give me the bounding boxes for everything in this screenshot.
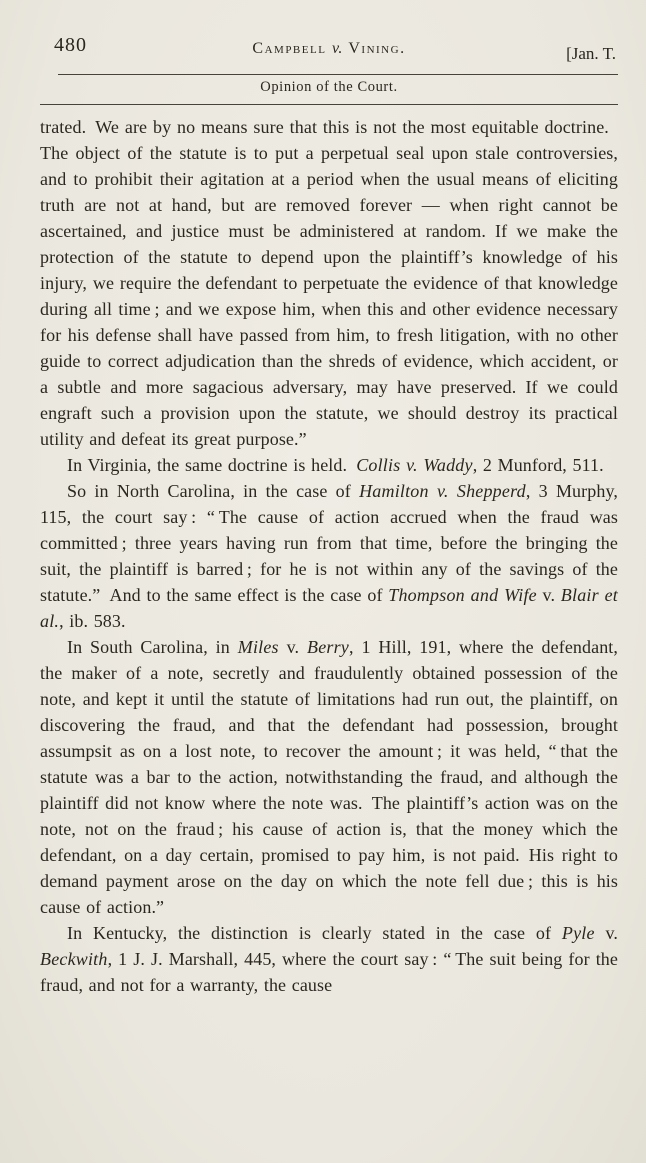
- case-plaintiff: Campbell: [252, 40, 327, 57]
- opinion-heading: Opinion of the Court.: [260, 79, 398, 95]
- case-citation: Berry: [307, 637, 349, 657]
- case-citation: Beckwith: [40, 949, 108, 969]
- text-run: , 2 Munford, 511.: [472, 455, 604, 475]
- opinion-body: [40, 114, 618, 998]
- case-citation: Miles: [237, 637, 279, 657]
- text-run: In South Carolina, in: [67, 637, 238, 657]
- case-citation: Hamilton v. Shepperd: [359, 481, 526, 501]
- text-run: , 1 J. J. Marshall, 445, where the court say : “ The suit being for the fraud, and not for a warranty, the cause: [40, 949, 618, 995]
- paragraph: [40, 920, 618, 998]
- text-run: , ib. 583.: [59, 611, 126, 631]
- case-versus: v.: [331, 40, 343, 57]
- case-defendant: Vining.: [348, 40, 406, 57]
- text-run: So in North Carolina, in the case of: [67, 481, 360, 501]
- text-run: , 1 Hill, 191, where the defendant, the maker of a note, secretly and fraudulently obtained possession of the note, and kept it until the statute of limitations had run out, the plaintiff, on discovering the fraud, and that the defendant had possession, brought assumpsit as on a lost note, to recover the amount ; it was held, “ that the statute was a bar to the action, notwithstanding the fraud, and although the plaintiff did not know where the note was. The plaintiff’s action was on the note, not on the fraud ; his cause of action is, that the money which the defendant, on a day certain, promised to pay him, is not paid. His right to demand payment arose on the day on which the note fell due ; this is his cause of action.”: [40, 637, 619, 917]
- case-citation: Thompson and Wife: [388, 585, 537, 605]
- text-run: v.: [594, 923, 618, 943]
- heading-rule: [40, 104, 618, 105]
- text-run: v.: [278, 637, 308, 657]
- text-run: In Kentucky, the distinction is clearly stated in the case of: [67, 923, 562, 943]
- paragraph: [40, 452, 618, 478]
- text-run: trated. We are by no means sure that this is not the most equitable doctrine. The object of the statute is to put a perpetual seal upon stale controversies, and to prohibit their agitation at a period when the usual means of eliciting truth are not at hand, but are removed forever — when right cannot be ascertained, and justice must be administered at random. If we make the protection of the statute to depend upon the plaintiff’s knowledge of his injury, we require the defendant to perpetuate the evidence of that knowledge during all time ; and we expose him, when this and other evidence necessary for his defense shall have passed from him, to fresh litigation, with no other guide to correct adjudication than the shreds of evidence, which accident, or a subtle and more sagacious adversary, may have preserved. If we could engraft such a provision upon the statute, we should destroy its practical utility and defeat its great purpose.”: [40, 117, 618, 449]
- term-label: [Jan. T.: [566, 44, 616, 63]
- case-citation: Blair et al.: [40, 585, 618, 631]
- running-head: [40, 36, 618, 66]
- case-citation: Pyle: [561, 923, 595, 943]
- paragraph: [40, 478, 618, 634]
- paragraph: [40, 114, 618, 452]
- case-title: [40, 40, 618, 58]
- text-run: v.: [536, 585, 561, 605]
- text-run: , 3 Murphy, 115, the court say : “ The cause of action accrued when the fraud was committed ; three years having run from that time, before the bringing the suit, the plaintiff is barred ; for he is not within any of the savings of the statute.” And to the same effect is the case of: [40, 481, 618, 605]
- paragraph: [40, 634, 618, 920]
- page-number: 480: [54, 34, 87, 56]
- case-citation: Collis v. Waddy: [356, 455, 473, 475]
- text-run: In Virginia, the same doctrine is held.: [67, 455, 357, 475]
